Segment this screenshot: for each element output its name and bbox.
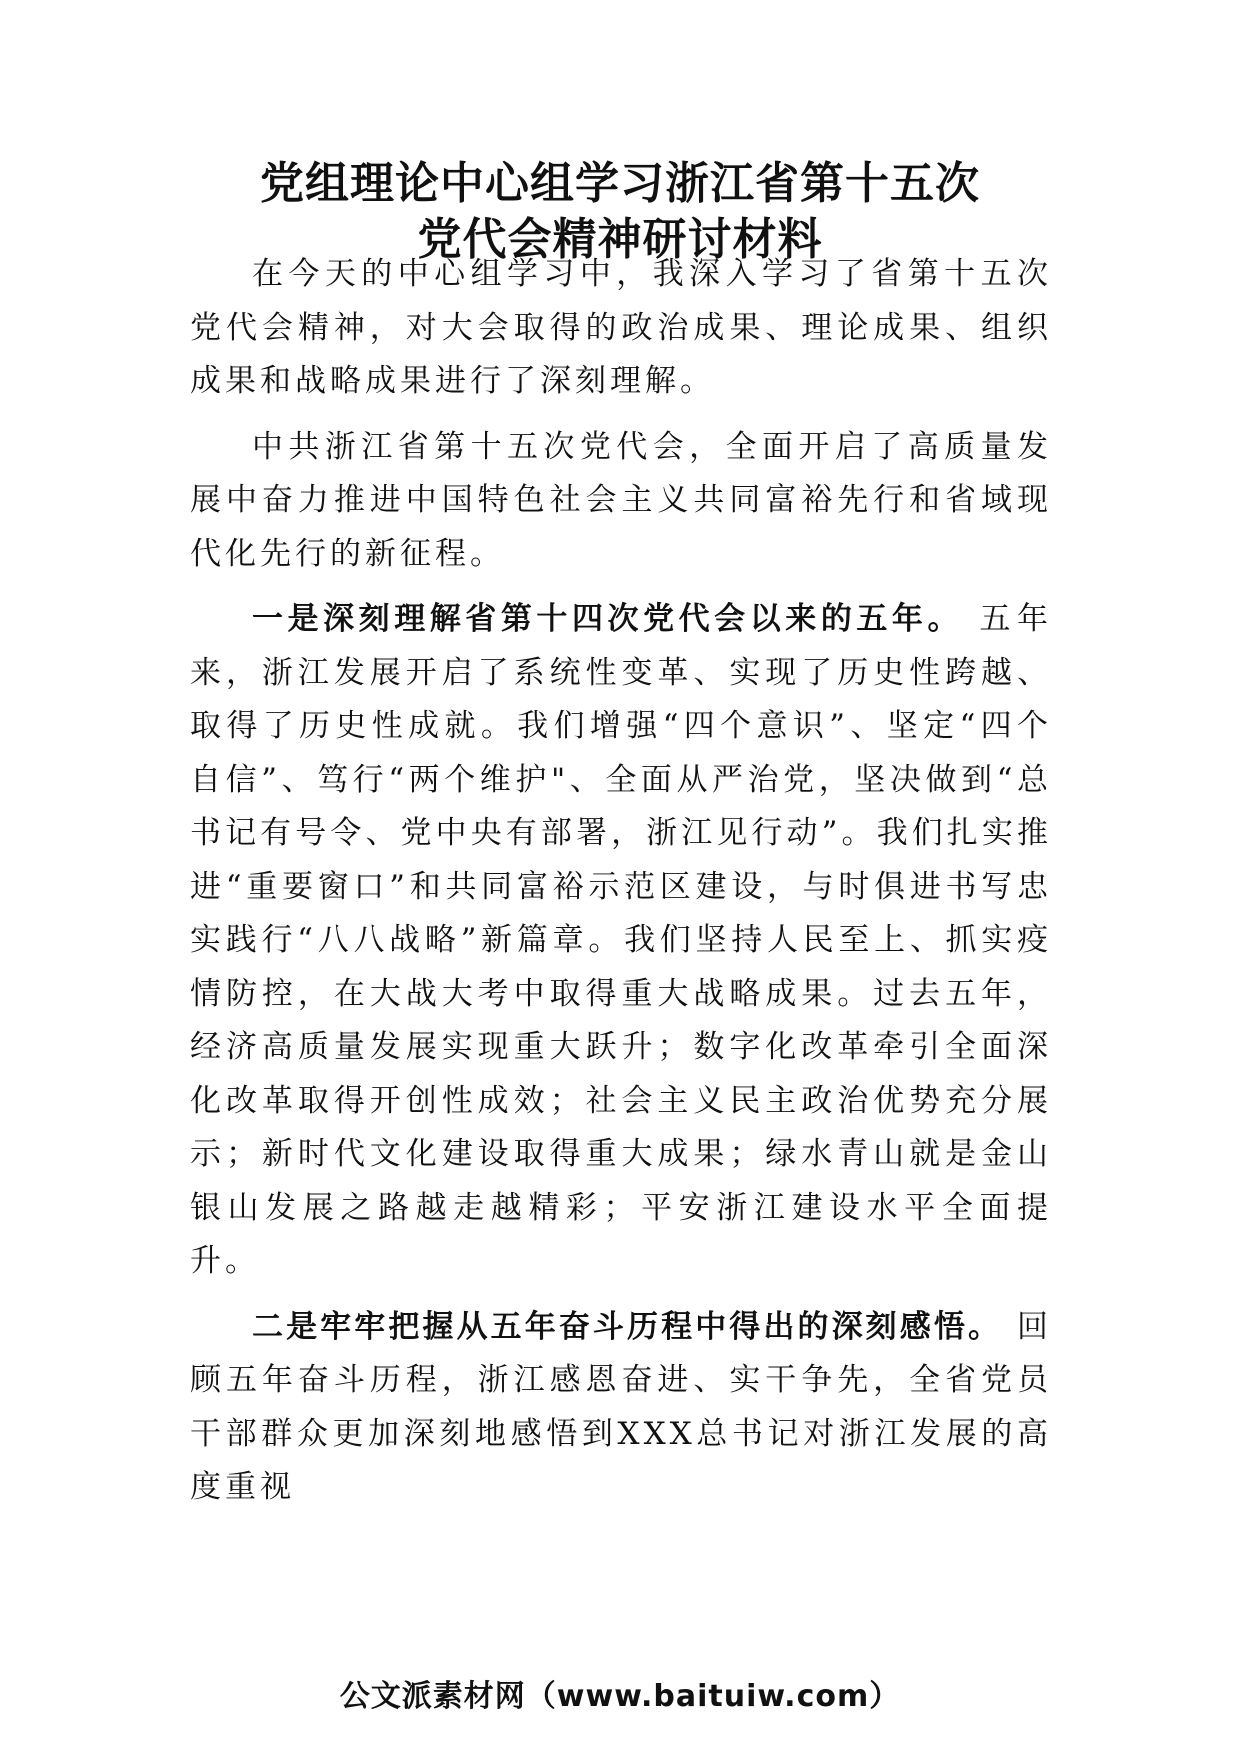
paragraph-text: 回顾五年奋斗历程，浙江感恩奋进、实干争先，全省党员干部群众更加深刻地感悟到XXX总书记对浙江发展的高度重视 [190,1308,1052,1505]
paragraph-text: 中共浙江省第十五次党代会，全面开启了高质量发展中奋力推进中国特色社会主义共同富裕先行和省域现代化先行的新征程。 [190,428,1052,572]
paragraph-point-one [190,593,1052,1289]
paragraph-text: 五年来，浙江发展开启了系统性变革、实现了历史性跨越、取得了历史性成就。我们增强“四个意识”、坚定“四个自信”、笃行“两个维护"、全面从严治党，坚决做到“总书记有号令、党中央有部署，浙江见行动”。我们扎实推进“重要窗口”和共同富裕示范区建设，与时俱进书写忠实践行“八八战略”新篇章。我们坚持人民至上、抓实疫情防控，在大战大考中取得重大战略成果。过去五年，经济高质量发展实现重大跃升；数字化改革牵引全面深化改革取得开创性成效；社会主义民主政治优势充分展示；新时代文化建设取得重大成果；绿水青山就是金山银山发展之路越走越精彩；平安浙江建设水平全面提升。 [190,601,1053,1279]
paragraph-intro [190,248,1052,409]
paragraph-overview [190,421,1052,582]
document-title-line-1: 党组理论中心组学习浙江省第十五次 [260,158,980,209]
document-body [190,248,1052,1527]
paragraph-text: 在今天的中心组学习中，我深入学习了省第十五次党代会精神，对大会取得的政治成果、理论成果、组织成果和战略成果进行了深刻理解。 [190,256,1052,399]
paragraph-lead: 一是深刻理解省第十四次党代会以来的五年。 [252,601,964,637]
document-title-line-2: 党代会精神研讨材料 [417,214,823,265]
paragraph-lead: 二是牢牢把握从五年奋斗历程中得出的深刻感悟。 [252,1308,1003,1345]
footer-source: 公文派素材网（www.baituiw.com） [339,1679,901,1714]
paragraph-point-two [190,1301,1052,1515]
